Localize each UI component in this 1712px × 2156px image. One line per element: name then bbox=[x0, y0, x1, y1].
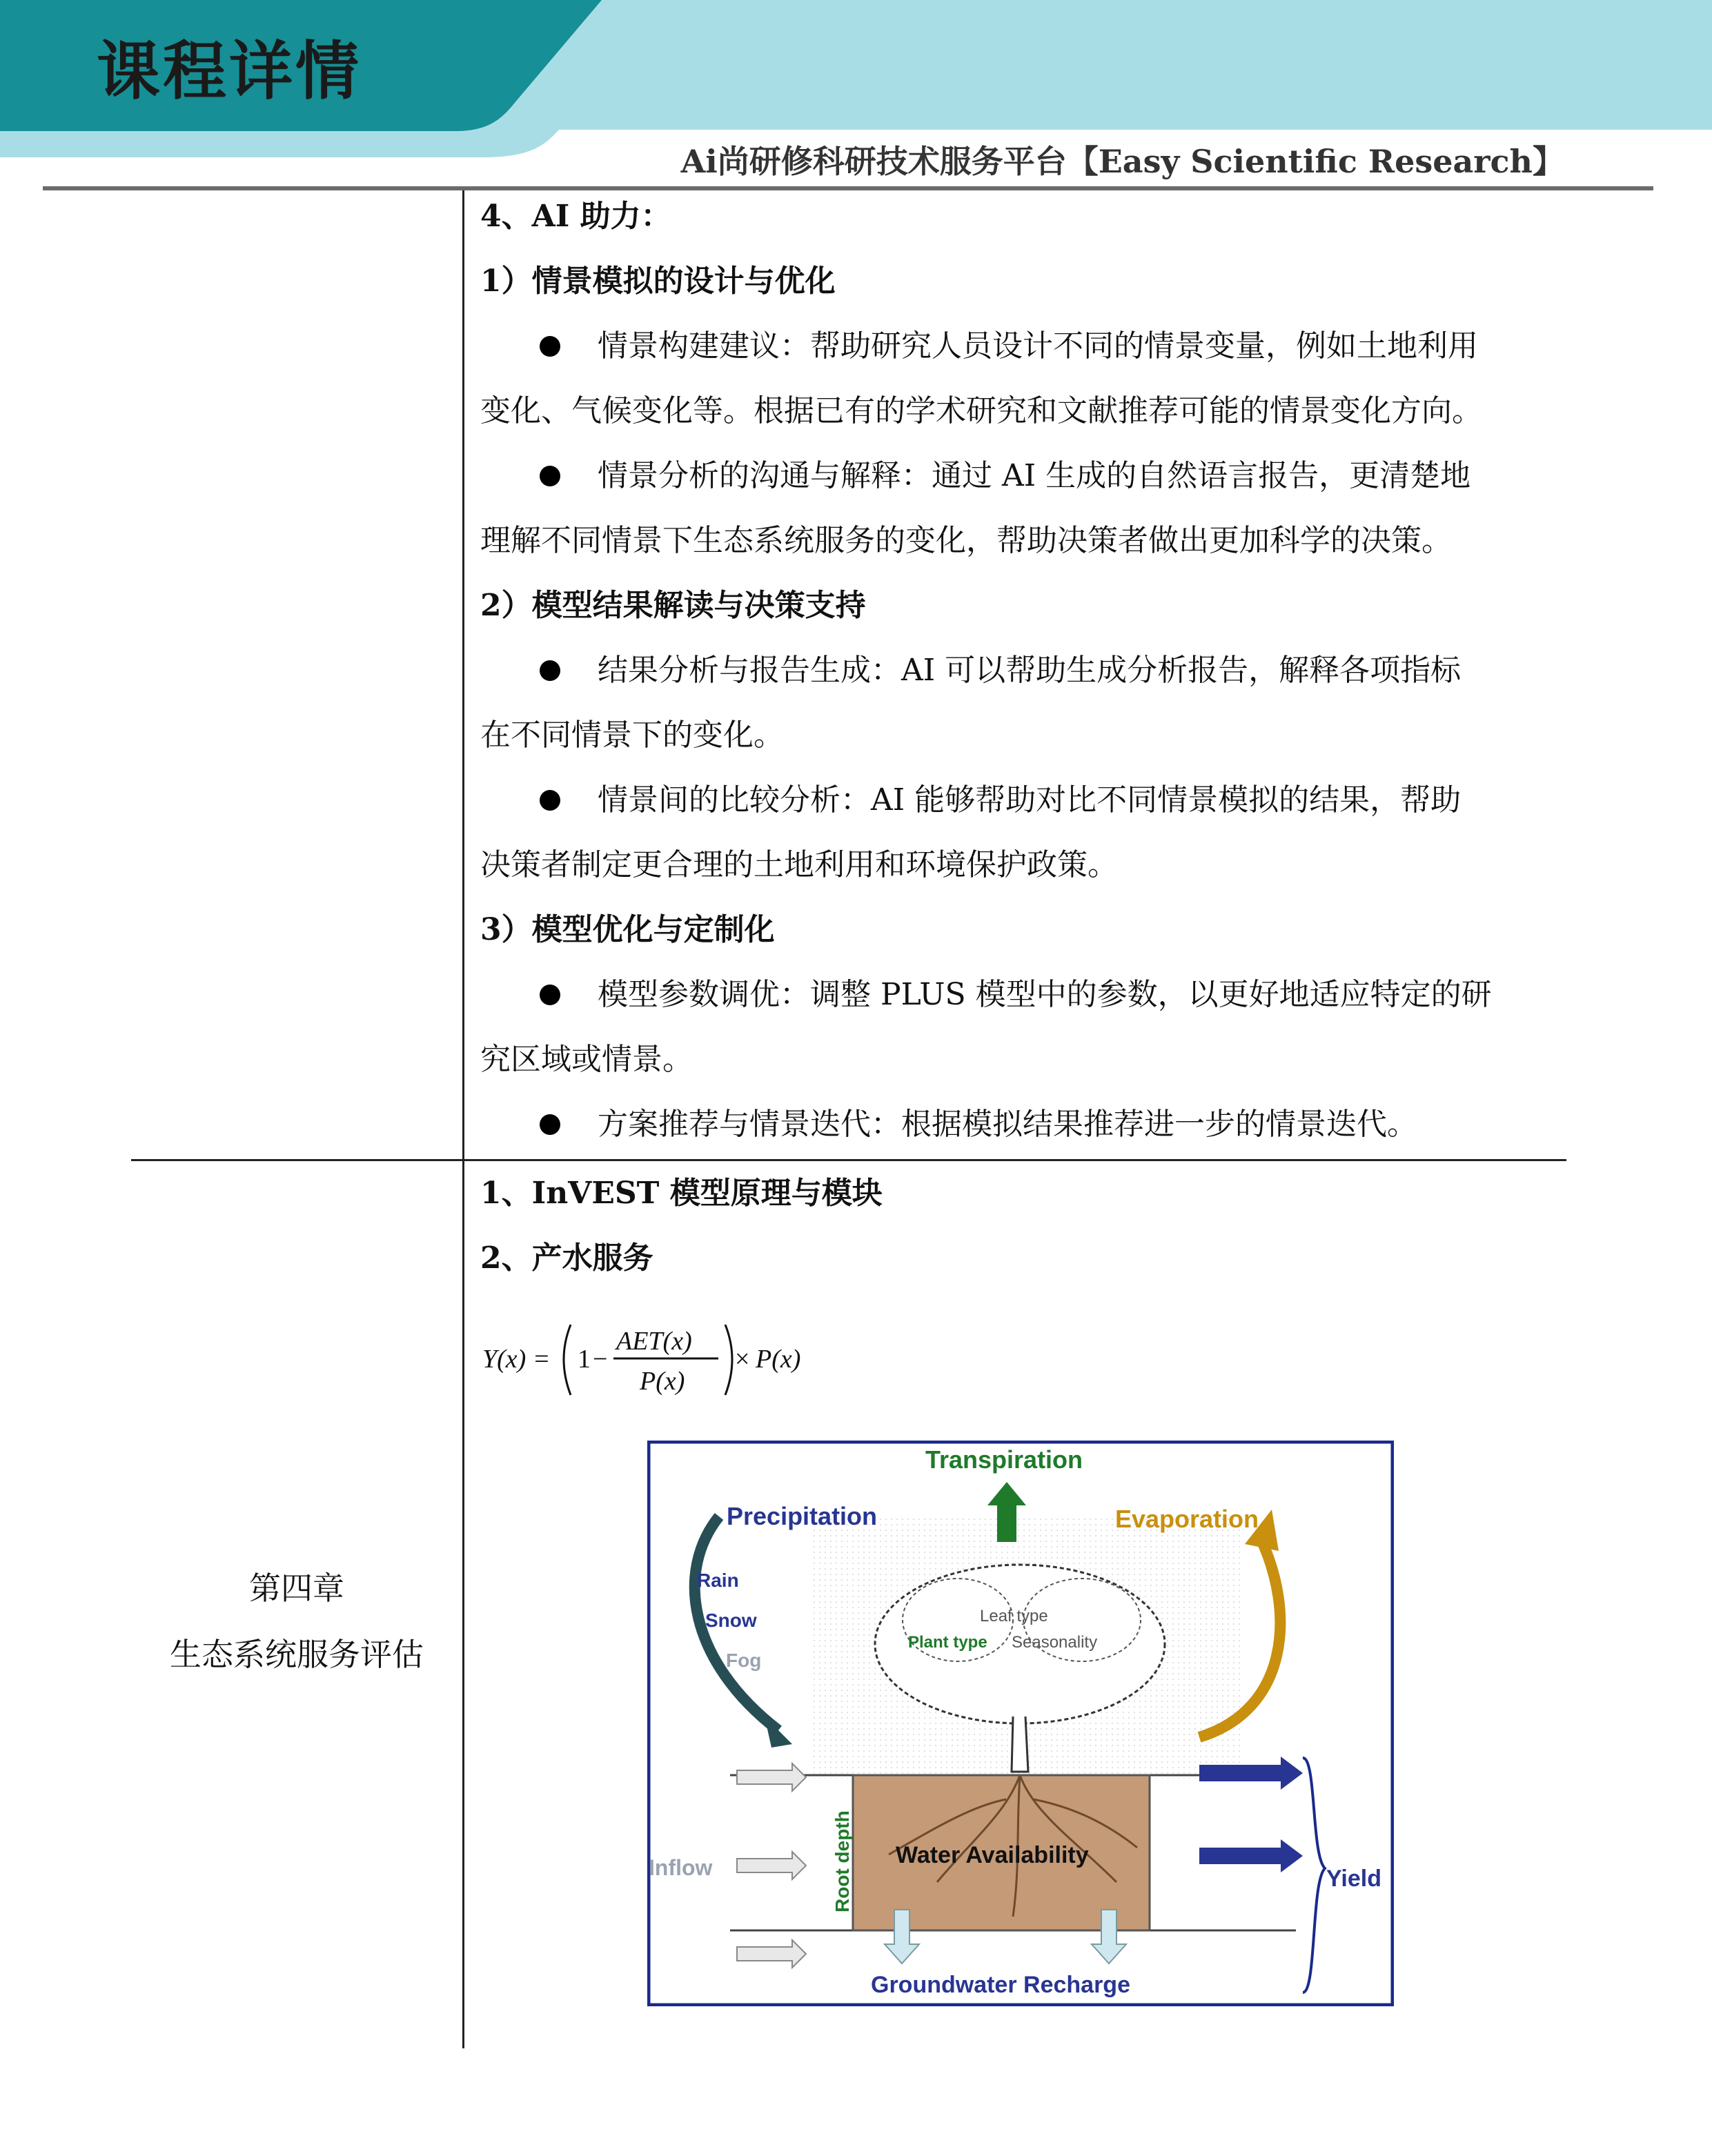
bullet-text-cont: 决策者制定更合理的土地利用和环境保护政策。 bbox=[480, 847, 1118, 882]
bullet-text: 模型参数调优：调整 PLUS 模型中的参数，以更好地适应特定的研 bbox=[598, 977, 1492, 1012]
evaporation-label: Evaporation bbox=[1115, 1505, 1259, 1533]
rain-label: Rain bbox=[697, 1570, 739, 1591]
bullet-text-cont: 在不同情景下的变化。 bbox=[480, 718, 784, 753]
bullet-text: 情景分析的沟通与解释：通过 AI 生成的自然语言报告，更清楚地 bbox=[598, 458, 1471, 493]
formula-rhs: P(x) bbox=[756, 1345, 801, 1374]
bullet-text: 情景构建建议：帮助研究人员设计不同的情景变量，例如土地利用 bbox=[598, 328, 1478, 364]
snow-label: Snow bbox=[705, 1610, 757, 1631]
bullet-text: 结果分析与报告生成：AI 可以帮助生成分析报告，解释各项指标 bbox=[598, 653, 1462, 688]
bullet-icon bbox=[540, 985, 560, 1005]
formula-denominator: P(x) bbox=[640, 1367, 685, 1396]
inflow-label: Inflow bbox=[649, 1855, 713, 1880]
header-rule bbox=[43, 186, 1653, 190]
groundwater-label: Groundwater Recharge bbox=[871, 1972, 1130, 1998]
bullet-icon bbox=[540, 1114, 560, 1135]
seasonality-label: Seasonality bbox=[1012, 1633, 1098, 1652]
formula-one: 1 bbox=[578, 1345, 591, 1374]
water-yield-diagram bbox=[647, 1441, 1394, 2006]
subsection-title-2: 2）模型结果解读与决策支持 bbox=[480, 588, 866, 623]
subsection-title-1: 1）情景模拟的设计与优化 bbox=[480, 264, 836, 299]
precipitation-label: Precipitation bbox=[727, 1502, 878, 1530]
bullet-text-cont: 变化、气候变化等。根据已有的学术研究和文献推荐可能的情景变化方向。 bbox=[480, 393, 1482, 428]
formula-minus: − bbox=[593, 1345, 608, 1374]
subsection-title-3: 3）模型优化与定制化 bbox=[480, 912, 775, 947]
bullet-icon bbox=[540, 466, 560, 486]
transpiration-label: Transpiration bbox=[925, 1445, 1083, 1474]
plant-type-label: Plant type bbox=[908, 1633, 987, 1652]
formula-lhs: Y(x) = bbox=[482, 1345, 551, 1374]
bullet-text-cont: 理解不同情景下生态系统服务的变化，帮助决策者做出更加科学的决策。 bbox=[480, 523, 1452, 558]
formula-times: × bbox=[735, 1345, 750, 1374]
formula-numerator: AET(x) bbox=[616, 1327, 692, 1356]
chapter-name: 生态系统服务评估 bbox=[170, 1636, 424, 1673]
bullet-text: 情景间的比较分析：AI 能够帮助对比不同情景模拟的结果，帮助 bbox=[598, 782, 1462, 818]
water-yield-formula bbox=[480, 1311, 838, 1407]
bullet-text-cont: 究区域或情景。 bbox=[480, 1042, 693, 1077]
bullet-icon bbox=[540, 336, 560, 357]
platform-subtitle: Ai尚研修科研技术服务平台【Easy Scientific Research】 bbox=[680, 143, 1564, 180]
bullet-icon bbox=[540, 790, 560, 811]
section-heading-invest: 1、InVEST 模型原理与模块 bbox=[480, 1176, 883, 1211]
section-heading-water-yield: 2、产水服务 bbox=[480, 1240, 653, 1276]
table-column-divider bbox=[462, 190, 464, 2048]
water-availability-label: Water Availability bbox=[896, 1842, 1089, 1868]
chapter-number: 第四章 bbox=[249, 1570, 344, 1607]
bullet-icon bbox=[540, 660, 560, 681]
leaf-type-label: Leaf type bbox=[980, 1607, 1048, 1625]
bullet-text: 方案推荐与情景迭代：根据模拟结果推荐进一步的情景迭代。 bbox=[598, 1107, 1417, 1142]
yield-label: Yield bbox=[1326, 1866, 1381, 1892]
fog-label: Fog bbox=[726, 1650, 762, 1671]
page-title: 课程详情 bbox=[97, 34, 362, 108]
table-row-divider bbox=[131, 1159, 1566, 1161]
section-heading-ai: 4、AI 助力： bbox=[480, 199, 671, 234]
root-depth-label: Root depth bbox=[832, 1810, 853, 1912]
